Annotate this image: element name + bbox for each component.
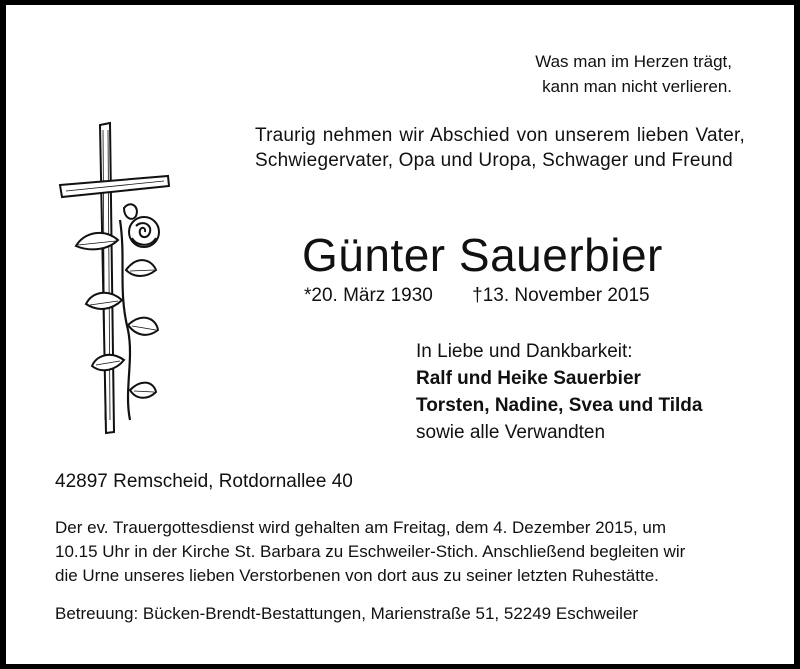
death-date: †13. November 2015 (472, 285, 650, 306)
cross-with-rose-icon (56, 120, 176, 440)
life-dates (304, 283, 650, 309)
quote-line-1: Was man im Herzen trägt, (535, 52, 732, 71)
quote-line-2: kann man nicht verlieren. (542, 77, 732, 96)
family-address: 42897 Remscheid, Rotdornallee 40 (55, 471, 353, 492)
birth-date: *20. März 1930 (304, 285, 433, 306)
memorial-quote (522, 49, 732, 99)
obituary-notice (6, 5, 794, 664)
mourner-line-2: Torsten, Nadine, Svea und Tilda (416, 395, 703, 416)
mourner-line-1: Ralf und Heike Sauerbier (416, 368, 641, 389)
undertaker-info: Betreuung: Bücken-Brendt-Bestattungen, Marienstraße 51, 52249 Eschweiler (55, 604, 639, 623)
mourners-block (416, 338, 702, 446)
service-line-3: die Urne unseres lieben Verstorbenen von dort aus zu seiner letzten Ruhestätte. (55, 566, 659, 585)
service-line-2: 10.15 Uhr in der Kirche St. Barbara zu Eschweiler-Stich. Anschließend begleiten wir (55, 542, 686, 561)
service-details (55, 516, 747, 588)
mourner-line-3: sowie alle Verwandten (416, 422, 606, 443)
service-line-1: Der ev. Trauergottesdienst wird gehalten am Freitag, dem 4. Dezember 2015, um (55, 518, 667, 537)
deceased-name: Günter Sauerbier (302, 229, 663, 281)
intro-text: Traurig nehmen wir Abschied von unserem lieben Vater, Schwiegervater, Opa und Uropa, Schwager und Freund (255, 125, 745, 171)
mourners-heading: In Liebe und Dankbarkeit: (416, 341, 633, 362)
